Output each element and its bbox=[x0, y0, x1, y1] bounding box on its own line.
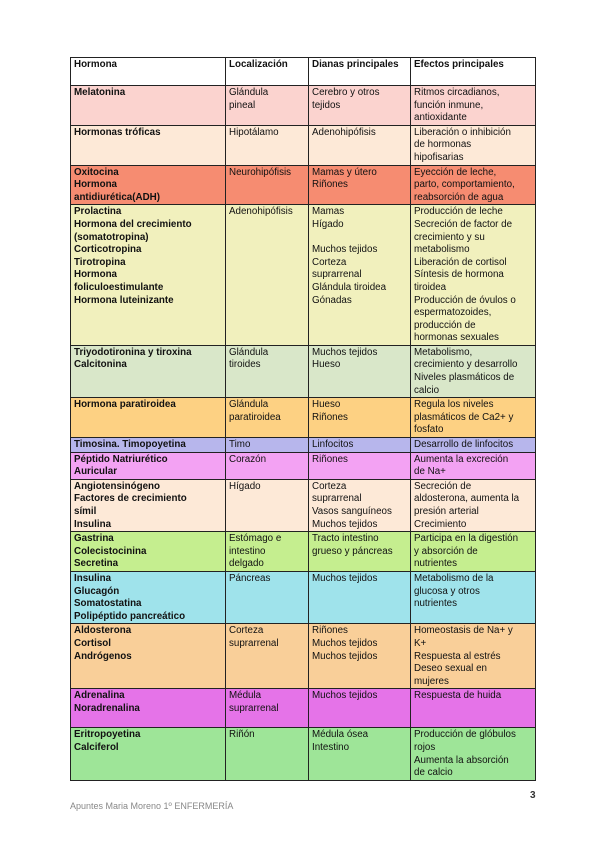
cell-line: Timosina. Timopoyetina bbox=[74, 439, 186, 451]
cell-line: presión arterial bbox=[414, 506, 479, 517]
cell-line: Andrógenos bbox=[74, 650, 132, 662]
cell-line: Hormona luteinizante bbox=[74, 294, 174, 306]
cell-line: grueso y páncreas bbox=[312, 545, 393, 557]
cell-line: Colecistocinina bbox=[74, 545, 147, 557]
cell-line: Homeostasis de Na+ y bbox=[414, 625, 513, 637]
cell-efectos bbox=[411, 571, 536, 623]
cell-line: Tirotropina bbox=[74, 256, 126, 268]
cell-line: Deseo sexual en bbox=[414, 663, 487, 675]
cell-line: Corteza bbox=[312, 256, 347, 268]
cell-line: Secreción de bbox=[414, 480, 472, 492]
cell-line: antioxidante bbox=[414, 112, 467, 124]
cell-line: Eritropoyetina bbox=[74, 729, 141, 741]
cell-efectos bbox=[411, 479, 536, 531]
cell-efectos bbox=[411, 624, 536, 689]
cell-dianas bbox=[309, 624, 411, 689]
cell-line: Muchos tejidos bbox=[312, 346, 378, 358]
cell-line: Hormona bbox=[74, 269, 118, 281]
cell-hormona bbox=[71, 205, 226, 346]
cell-line: Corteza bbox=[312, 480, 347, 492]
cell-dianas bbox=[309, 125, 411, 165]
cell-line: Respuesta al estrés bbox=[414, 650, 501, 662]
cell-efectos bbox=[411, 86, 536, 126]
cell-line: rojos bbox=[414, 741, 436, 753]
cell-line: plasmáticos de Ca2+ y bbox=[414, 411, 514, 423]
footer-text: Apuntes Maria Moreno 1º ENFERMERÍA bbox=[70, 801, 234, 811]
cell-line: de calcio bbox=[414, 767, 453, 779]
hormone-table bbox=[70, 57, 536, 781]
cell-efectos bbox=[411, 398, 536, 438]
cell-line: Hueso bbox=[312, 359, 341, 371]
cell-line: Glucagón bbox=[74, 585, 120, 597]
cell-localizacion bbox=[226, 728, 309, 780]
cell-line: nutrientes bbox=[414, 598, 458, 610]
cell-localizacion bbox=[226, 345, 309, 397]
cell-hormona bbox=[71, 452, 226, 479]
cell-line: Respuesta de huida bbox=[414, 690, 502, 702]
cell-line: Muchos tejidos bbox=[312, 690, 378, 702]
cell-line: Calcitonina bbox=[74, 359, 127, 371]
cell-dianas bbox=[309, 438, 411, 453]
cell-line: suprarrenal bbox=[229, 702, 279, 714]
cell-line: Hormona del crecimiento bbox=[74, 218, 192, 230]
cell-line: aldosterona, aumenta la bbox=[414, 493, 520, 505]
cell-line: Glándula bbox=[229, 399, 269, 411]
cell-line: metabolismo bbox=[414, 244, 470, 256]
table-row bbox=[71, 345, 536, 397]
cell-line: intestino bbox=[229, 545, 266, 557]
cell-line: Producción de leche bbox=[414, 206, 503, 218]
cell-line: Gastrina bbox=[74, 533, 114, 545]
cell-line: de Na+ bbox=[414, 466, 446, 478]
cell-line: paratiroidea bbox=[229, 411, 281, 423]
cell-line: antidiurética(ADH) bbox=[74, 191, 161, 203]
table-header-row bbox=[71, 58, 536, 86]
cell-line: fosfato bbox=[414, 424, 444, 436]
table-body bbox=[71, 86, 536, 781]
cell-localizacion bbox=[226, 86, 309, 126]
cell-efectos bbox=[411, 438, 536, 453]
table-row bbox=[71, 205, 536, 346]
cell-localizacion bbox=[226, 452, 309, 479]
cell-line: glucosa y otros bbox=[414, 585, 480, 597]
cell-localizacion bbox=[226, 438, 309, 453]
cell-line: Riñones bbox=[312, 453, 348, 465]
cell-line: Corazón bbox=[229, 453, 267, 465]
cell-line: Niveles plasmáticos de bbox=[414, 372, 515, 384]
cell-line: Mamas y útero bbox=[312, 166, 377, 178]
table-row bbox=[71, 728, 536, 780]
cell-line: calcio bbox=[414, 384, 440, 396]
cell-line: función inmune, bbox=[414, 99, 484, 111]
cell-localizacion bbox=[226, 479, 309, 531]
cell-dianas bbox=[309, 398, 411, 438]
cell-line: Gónadas bbox=[312, 294, 352, 306]
cell-line: Secreción de factor de bbox=[414, 218, 513, 230]
cell-localizacion bbox=[226, 532, 309, 572]
cell-line: y absorción de bbox=[414, 545, 478, 557]
cell-line: K+ bbox=[414, 637, 427, 649]
table-row bbox=[71, 165, 536, 205]
cell-line: Muchos tejidos bbox=[312, 572, 378, 584]
cell-line: Triyodotironina y tiroxina bbox=[74, 346, 192, 358]
cell-efectos bbox=[411, 165, 536, 205]
cell-efectos bbox=[411, 452, 536, 479]
cell-line: Cerebro y otros bbox=[312, 87, 380, 98]
cell-hormona bbox=[71, 345, 226, 397]
header-dianas: Dianas principales bbox=[309, 58, 411, 86]
table-row bbox=[71, 689, 536, 728]
cell-line: Adenohipófisis bbox=[312, 126, 376, 138]
cell-hormona bbox=[71, 438, 226, 453]
header-efectos: Efectos principales bbox=[411, 58, 536, 86]
cell-line: Adrenalina bbox=[74, 690, 125, 702]
cell-line: Corteza bbox=[229, 625, 264, 637]
header-localizacion: Localización bbox=[226, 58, 309, 86]
cell-line: Somatostatina bbox=[74, 598, 142, 610]
cell-line: Hipotálamo bbox=[229, 126, 279, 138]
cell-hormona bbox=[71, 479, 226, 531]
cell-line: Aumenta la absorción bbox=[414, 754, 509, 766]
cell-line: Metabolismo de la bbox=[414, 572, 494, 584]
table-row bbox=[71, 125, 536, 165]
cell-hormona bbox=[71, 532, 226, 572]
cell-line: nutrientes bbox=[414, 558, 458, 570]
cell-line: Producción de glóbulos bbox=[414, 729, 516, 741]
cell-line: Insulina bbox=[74, 518, 112, 530]
table-row bbox=[71, 438, 536, 453]
cell-localizacion bbox=[226, 205, 309, 346]
cell-hormona bbox=[71, 398, 226, 438]
cell-line bbox=[312, 232, 407, 245]
cell-dianas bbox=[309, 165, 411, 205]
cell-dianas bbox=[309, 479, 411, 531]
cell-dianas bbox=[309, 571, 411, 623]
cell-line: Metabolismo, bbox=[414, 346, 473, 358]
table-row bbox=[71, 452, 536, 479]
cell-efectos bbox=[411, 205, 536, 346]
cell-localizacion bbox=[226, 125, 309, 165]
page-number: 3 bbox=[530, 790, 536, 801]
cell-line: Regula los niveles bbox=[414, 399, 494, 411]
cell-line: Corticotropina bbox=[74, 244, 142, 256]
cell-line: Neurohipófisis bbox=[229, 166, 292, 178]
cell-line: crecimiento y su bbox=[414, 231, 485, 243]
table-row bbox=[71, 571, 536, 623]
cell-line: Hormonas tróficas bbox=[74, 126, 161, 138]
cell-line: Producción de óvulos o bbox=[414, 294, 516, 306]
cell-line: Factores de crecimiento bbox=[74, 493, 187, 505]
cell-line: Glándula tiroidea bbox=[312, 281, 387, 293]
cell-line: Páncreas bbox=[229, 572, 271, 584]
cell-line: Mamas bbox=[312, 206, 345, 218]
cell-line: Tracto intestino bbox=[312, 533, 379, 545]
cell-hormona bbox=[71, 728, 226, 780]
cell-hormona bbox=[71, 86, 226, 126]
cell-line: Linfocitos bbox=[312, 439, 354, 451]
cell-line: Participa en la digestión bbox=[414, 533, 519, 545]
cell-line: símil bbox=[74, 506, 97, 517]
cell-line: Síntesis de hormona bbox=[414, 269, 504, 281]
cell-line: Melatonina bbox=[74, 87, 126, 98]
cell-localizacion bbox=[226, 689, 309, 728]
cell-line: suprarrenal bbox=[312, 269, 362, 281]
cell-line: Angiotensinógeno bbox=[74, 480, 160, 492]
cell-dianas bbox=[309, 689, 411, 728]
cell-line: Secretina bbox=[74, 558, 119, 570]
cell-line: crecimiento y desarrollo bbox=[414, 359, 518, 371]
cell-line: tiroidea bbox=[414, 281, 447, 293]
cell-dianas bbox=[309, 86, 411, 126]
cell-line: producción de bbox=[414, 319, 476, 331]
cell-line: Médula bbox=[229, 690, 262, 702]
cell-line: Liberación de cortisol bbox=[414, 256, 507, 268]
cell-line: foliculoestimulante bbox=[74, 281, 164, 293]
cell-localizacion bbox=[226, 571, 309, 623]
cell-dianas bbox=[309, 532, 411, 572]
cell-line: reabsorción de agua bbox=[414, 191, 504, 203]
table-row bbox=[71, 86, 536, 126]
cell-line: Liberación o inhibición bbox=[414, 126, 511, 138]
cell-line: Muchos tejidos bbox=[312, 518, 378, 530]
cell-efectos bbox=[411, 728, 536, 780]
cell-line: Riñones bbox=[312, 179, 348, 191]
cell-line: Timo bbox=[229, 439, 251, 451]
cell-dianas bbox=[309, 205, 411, 346]
cell-dianas bbox=[309, 345, 411, 397]
cell-line: Médula ósea bbox=[312, 729, 369, 741]
cell-line: Riñones bbox=[312, 411, 348, 423]
cell-line: tejidos bbox=[312, 99, 341, 111]
cell-line: Auricular bbox=[74, 466, 118, 478]
cell-dianas bbox=[309, 452, 411, 479]
cell-line: Cortisol bbox=[74, 637, 112, 649]
cell-hormona bbox=[71, 165, 226, 205]
cell-line: Adenohipófisis bbox=[229, 206, 293, 218]
cell-line: Muchos tejidos bbox=[312, 650, 378, 662]
table-row bbox=[71, 479, 536, 531]
cell-line: delgado bbox=[229, 558, 264, 570]
cell-line: Glándula bbox=[229, 346, 269, 358]
table-row bbox=[71, 624, 536, 689]
cell-line: parto, comportamiento, bbox=[414, 179, 515, 191]
header-hormona: Hormona bbox=[71, 58, 226, 86]
cell-line: Hígado bbox=[312, 218, 344, 230]
cell-line: Hueso bbox=[312, 399, 341, 411]
cell-line: hormonas sexuales bbox=[414, 332, 499, 344]
cell-line: pineal bbox=[229, 99, 256, 111]
cell-line: Intestino bbox=[312, 741, 350, 753]
cell-line: Hormona paratiroidea bbox=[74, 399, 176, 411]
cell-line: Prolactina bbox=[74, 206, 122, 218]
cell-line: Polipéptido pancreático bbox=[74, 610, 186, 622]
cell-line: espermatozoides, bbox=[414, 307, 492, 319]
table-row bbox=[71, 398, 536, 438]
cell-hormona bbox=[71, 689, 226, 728]
cell-hormona bbox=[71, 624, 226, 689]
cell-line: Oxitocina bbox=[74, 166, 119, 178]
cell-line: Riñones bbox=[312, 625, 348, 637]
cell-efectos bbox=[411, 689, 536, 728]
cell-line: hipofisarias bbox=[414, 151, 464, 163]
cell-line: Glándula bbox=[229, 87, 269, 98]
cell-line: Vasos sanguíneos bbox=[312, 506, 392, 517]
cell-line: suprarrenal bbox=[312, 493, 362, 505]
cell-hormona bbox=[71, 571, 226, 623]
cell-hormona bbox=[71, 125, 226, 165]
cell-line: tiroides bbox=[229, 359, 261, 371]
cell-dianas bbox=[309, 728, 411, 780]
cell-line: Hígado bbox=[229, 480, 261, 492]
cell-line: Estómago e bbox=[229, 533, 282, 545]
cell-line: Riñón bbox=[229, 729, 255, 741]
cell-line: Insulina bbox=[74, 572, 112, 584]
cell-line: Hormona bbox=[74, 179, 118, 191]
cell-line: Aldosterona bbox=[74, 625, 132, 637]
cell-line: mujeres bbox=[414, 675, 449, 687]
cell-line: Desarrollo de linfocitos bbox=[414, 439, 514, 451]
cell-line: Muchos tejidos bbox=[312, 637, 378, 649]
cell-line: de hormonas bbox=[414, 139, 472, 151]
cell-line: Crecimiento bbox=[414, 518, 467, 530]
cell-localizacion bbox=[226, 165, 309, 205]
cell-line: Aumenta la excreción bbox=[414, 453, 509, 465]
cell-line: Péptido Natriurético bbox=[74, 453, 168, 465]
cell-efectos bbox=[411, 125, 536, 165]
cell-line: Calciferol bbox=[74, 741, 119, 753]
cell-line: Ritmos circadianos, bbox=[414, 87, 500, 98]
cell-localizacion bbox=[226, 624, 309, 689]
table-row bbox=[71, 532, 536, 572]
cell-efectos bbox=[411, 345, 536, 397]
cell-line: Eyección de leche, bbox=[414, 166, 497, 178]
cell-efectos bbox=[411, 532, 536, 572]
cell-line: suprarrenal bbox=[229, 637, 279, 649]
cell-line: Noradrenalina bbox=[74, 702, 140, 714]
cell-line: Muchos tejidos bbox=[312, 244, 378, 256]
cell-localizacion bbox=[226, 398, 309, 438]
cell-line: (somatotropina) bbox=[74, 231, 149, 243]
